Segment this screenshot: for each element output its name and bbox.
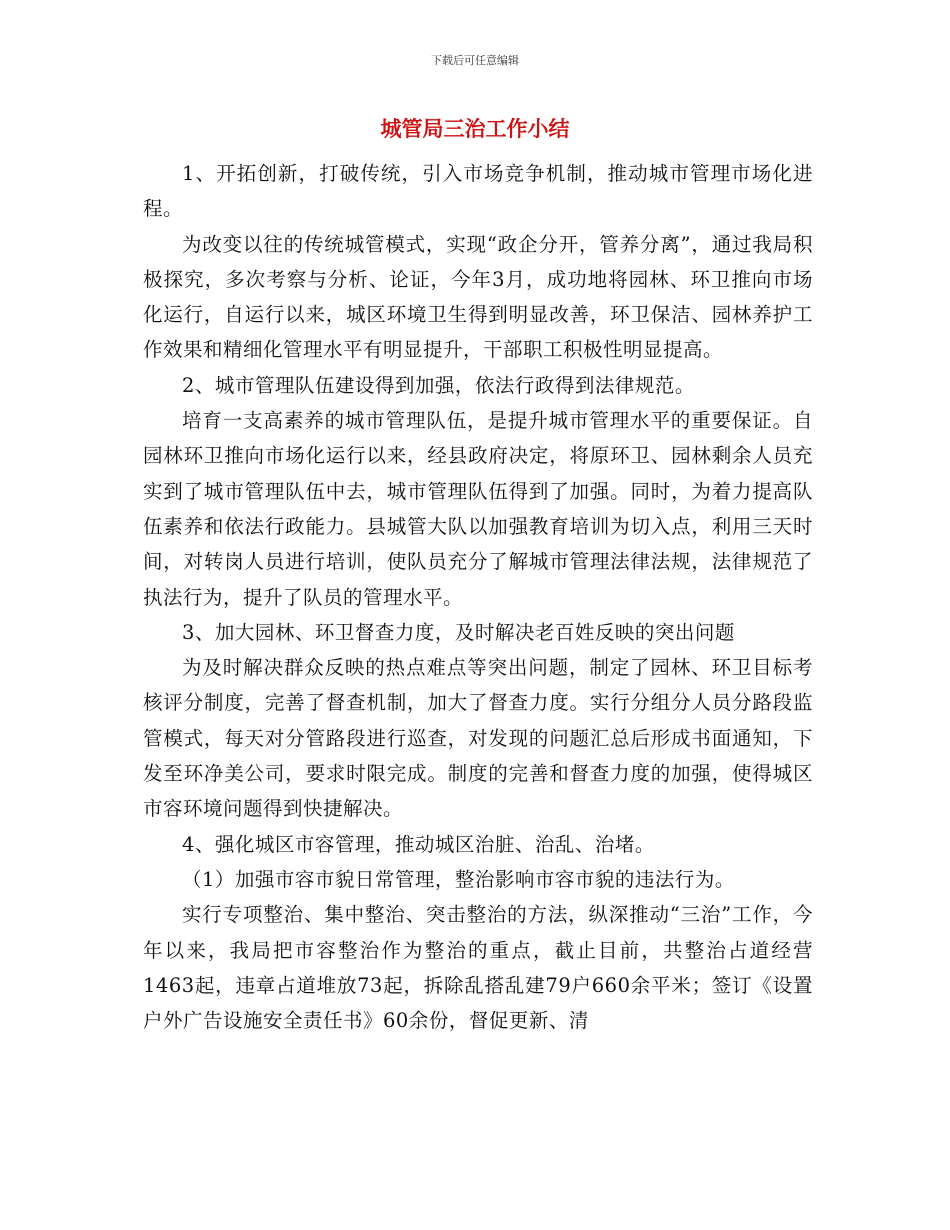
document-title: 城管局三治工作小结 — [380, 116, 570, 141]
header-note: 下载后可任意编辑 — [431, 54, 519, 67]
subheading-4-1: （1）加强市容市貌日常管理，整治影响市容市貌的违法行为。 — [182, 867, 735, 891]
heading-3: 3、加大园林、环卫督查力度，及时解决老百姓反映的突出问题 — [182, 620, 735, 644]
heading-1: 1、开拓创新，打破传统，引入市场竞争机制，推动城市管理市场化进程。 — [143, 162, 813, 221]
paragraph-2: 培育一支高素养的城市管理队伍，是提升城市管理水平的重要保证。自园林环卫推向市场化运行以来，经县政府决定，将原环卫、园林剩余人员充实到了城市管理队伍中去，城市管理队伍得到了加强。同时，为着力提高队伍素养和依法行政能力。县城管大队以加强教育培训为切入点，利用三天时间，对转岗人员进行培训，使队员充分了解城市管理法律法规，法律规范了执法行为，提升了队员的管理水平。 — [143, 409, 813, 609]
paragraph-4: 实行专项整治、集中整治、突击整治的方法，纵深推动“三治”工作，今年以来，我局把市容整治作为整治的重点，截止目前，共整治占道经营1463起，违章占道堆放73起，拆除乱搭乱建79户660余平米；签订《设置户外广告设施安全责任书》60余份，督促更新、清 — [143, 903, 813, 1033]
heading-4: 4、强化城区市容管理，推动城区治脏、治乱、治堵。 — [182, 832, 655, 856]
document-body — [143, 156, 813, 1038]
heading-2: 2、城市管理队伍建设得到加强，依法行政得到法律规范。 — [182, 373, 695, 397]
paragraph-1: 为改变以往的传统城管模式，实现“政企分开，管养分离”，通过我局积极探究，多次考察与分析、论证，今年3月，成功地将园林、环卫推向市场化运行，自运行以来，城区环境卫生得到明显改善，环卫保洁、园林养护工作效果和精细化管理水平有明显提升，干部职工积极性明显提高。 — [143, 232, 813, 362]
paragraph-3: 为及时解决群众反映的热点难点等突出问题，制定了园林、环卫目标考核评分制度，完善了督查机制，加大了督查力度。实行分组分人员分路段监管模式，每天对分管路段进行巡查，对发现的问题汇总后形成书面通知，下发至环净美公司，要求时限完成。制度的完善和督查力度的加强，使得城区市容环境问题得到快捷解决。 — [143, 656, 813, 821]
